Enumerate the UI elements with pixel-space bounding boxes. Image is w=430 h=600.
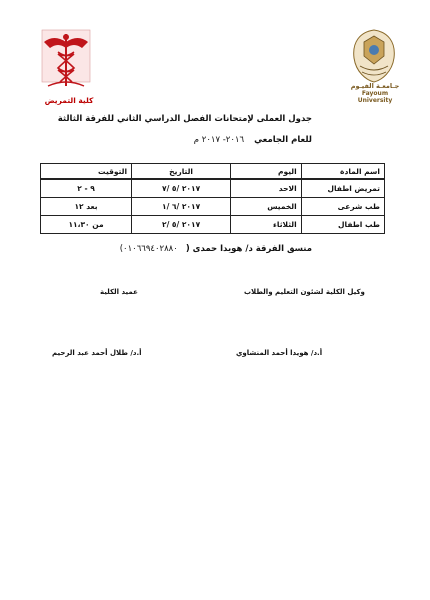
academic-year-value: ٢٠١٦- ٢٠١٧ م: [193, 135, 245, 145]
exam-schedule-table: [40, 163, 385, 234]
academic-year: [194, 135, 312, 145]
cell-day: الخميس: [231, 198, 302, 216]
column-header-date: التاريخ: [132, 164, 231, 180]
faculty-label: كلية التمريض: [44, 96, 94, 105]
vice-dean-name: أ.د/ هويدا أحمد المنشاوي: [236, 349, 323, 357]
cell-time: من ١١،٣٠: [41, 216, 132, 234]
cell-date: ٢٠١٧ /٦ /١: [132, 198, 231, 216]
academic-year-label: للعام الجامعي: [254, 135, 312, 145]
cell-subject: طب اطفال: [301, 216, 384, 234]
coordinator-label: منسق الفرقة د/ هويدا حمدى (: [185, 244, 312, 254]
university-name-english: Fayoum University: [357, 90, 393, 104]
dean-title: عميد الكلية: [100, 288, 138, 296]
dean-name: أ.د/ طلال أحمد عبد الرحيم: [52, 349, 142, 357]
table-row: [41, 198, 385, 216]
cell-date: ٢٠١٧ /٥ /٧: [132, 179, 231, 198]
column-header-time: التوقيت: [41, 164, 132, 180]
coordinator-phone: ٠١٠٦٦٩٤٠٢٨٨٠): [119, 244, 178, 254]
cell-time: ٩ - ٢: [41, 179, 132, 198]
coordinator-line: [120, 244, 312, 254]
cell-subject: طب شرعى: [301, 198, 384, 216]
table-header-row: [41, 164, 385, 180]
university-name-arabic: جـامعـة الفيـوم: [350, 82, 400, 90]
cell-day: الاحد: [231, 179, 302, 198]
column-header-day: اليوم: [231, 164, 302, 180]
table-row: [41, 179, 385, 198]
cell-time: بعد ١٢: [41, 198, 132, 216]
caduceus-logo-icon: [38, 28, 94, 94]
column-header-subject: اسم المادة: [301, 164, 384, 180]
cell-subject: تمريض اطفال: [301, 179, 384, 198]
cell-date: ٢٠١٧ /٥ /٢: [132, 216, 231, 234]
university-crest-icon: [350, 28, 398, 84]
vice-dean-title: وكيل الكلية لشئون التعليم والطلاب: [244, 288, 365, 296]
table-row: [41, 216, 385, 234]
cell-day: الثلاثاء: [231, 216, 302, 234]
page-title: جدول العملى لإمتحانات الفصل الدراسي الثاني للفرقة الثالثة: [57, 114, 312, 124]
